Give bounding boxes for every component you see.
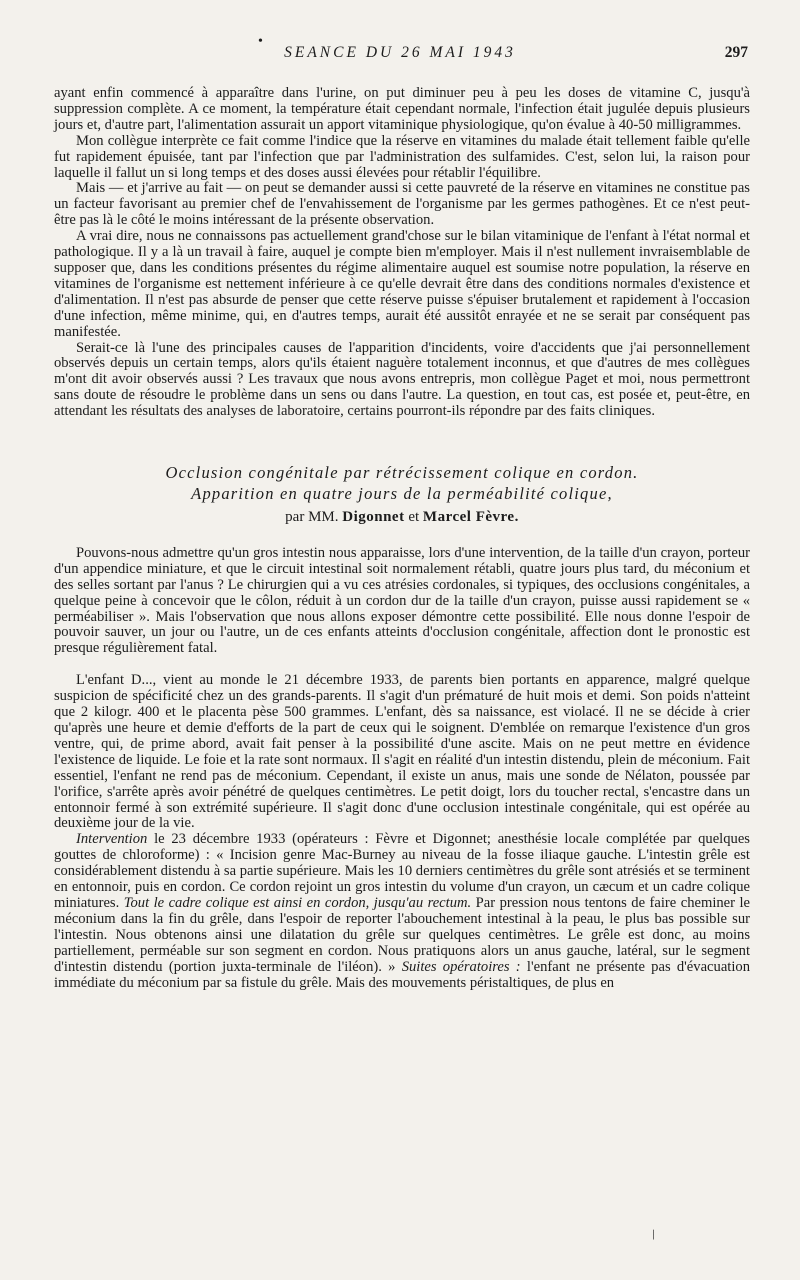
paragraph: Mon collègue interprète ce fait comme l'indice que la réserve en vitamines du malade était tellement faible qu'elle fut rapidement épuisée, tant par l'infection que par l'administration des sulfamides. C'est, selon lui, la raison pour laquelle il fallut un si long temps et des doses aussi élevées pour rétablir l'équilibre. xyxy=(54,132,750,181)
byline-prefix: par MM. xyxy=(285,509,339,526)
byline xyxy=(54,510,750,526)
page-number: 297 xyxy=(724,44,748,61)
page-body xyxy=(54,86,750,991)
paragraph: Mais — et j'arrive au fait — on peut se demander aussi si cette pauvreté de la réserve en vitamines ne constitue pas un facteur favorisant au premier chef de l'envahissement de l'organisme par les germes pathogènes. Et ce n'est peut-être pas là le côté le moins intéressant de la présente observation. xyxy=(54,180,750,229)
byline-and: et xyxy=(408,509,420,526)
author-2: Marcel Fèvre. xyxy=(422,509,519,526)
intervention-text-2: Par pression nous tentons de faire cheminer le méconium dans la fin du grêle, dans l'espoir de reporter l'abouchement intestinal à la peau, le plus bas possible sur l'intestin. Nous obtenons ainsi une dilatation du grêle sur quelques centimètres. Le grêle est donc, au moins partiellement, perméable sur son segment en cordon. Nous pratiquons alors un anus gauche, latéral, sur le segment d'intestin distendu (portion juxta-terminale de l'iléon). » xyxy=(54,894,750,975)
running-title: SEANCE DU 26 MAI 1943 xyxy=(284,44,516,61)
paragraph: ayant enfin commencé à apparaître dans l'urine, on put diminuer peu à peu les doses de vitamine C, jusqu'à suppression complète. A ce moment, la température était cependant normale, l'infection était jugulée depuis plusieurs jours et, d'autre part, l'alimentation assurait un apport vitaminique physiologique, qu'on évalue à 40-50 milligrammes. xyxy=(54,85,750,133)
intervention-label: Intervention xyxy=(76,831,148,848)
intervention-italic-1: Tout le cadre colique est ainsi en cordon, jusqu'au rectum. xyxy=(123,894,472,911)
intro-paragraph: Pouvons-nous admettre qu'un gros intestin nous apparaisse, lors d'une intervention, de la taille d'un crayon, porteur d'un appendice miniature, et que le circuit intestinal soit normalement rétabli, quatre jours plus tard, du méconium et des selles sortant par l'anus ? Le chirurgien qui a vu ces atrésies cordonales, si typiques, des occlusions congénitales, a quelque peine à concevoir que le côlon, réduit à un cordon dur de la taille d'un crayon, puisse aussi rapidement se « perméabiliser ». Mais l'observation que nous allons exposer démontre cette possibilité. Elle nous donne l'espoir de pouvoir sauver, un jour ou l'autre, un de ces enfants atteints d'occlusion congénitale, affection dont le pronostic est presque régulièrement fatal. xyxy=(54,544,750,657)
article-title-line-2: Apparition en quatre jours de la perméabilité colique, xyxy=(191,484,613,504)
intervention-text-1: le 23 décembre 1933 (opérateurs : Fèvre et Digonnet; anesthésie locale complétée par quelques gouttes de chloroforme) : « Incision genre Mac-Burney au niveau de la fosse iliaque gauche. L'intestin grêle est considérablement distendu à sa partie supérieure. Mais les 10 derniers centimètres du grêle sont atrésiés et se terminent en entonnoir, puis en cordon. Ce cordon rejoint un gros intestin du volume d'un crayon, un cæcum et un cadre colique miniatures. xyxy=(54,831,750,911)
pencil-mark: / xyxy=(649,1227,659,1244)
print-dot: • xyxy=(258,34,263,49)
paragraph: A vrai dire, nous ne connaissons pas actuellement grand'chose sur le bilan vitaminique de l'enfant à l'état normal et pathologique. Il y a là un travail à faire, auquel je compte bien m'employer. Mais il n'est nullement invraisemblable de supposer que, dans les conditions présentes du régime alimentaire auquel est soumise notre population, la réserve en vitamines de l'organisme est nettement inférieure à ce qu'elle devrait être dans des conditions normales d'existence et d'alimentation. Il n'est pas absurde de penser que cette réserve puisse s'épuiser brutalement et rapidement à l'occasion d'une infection, même minime, qui, en d'autres temps, aurait été aussitôt enrayée et ne se serait par conséquent pas manifestée. xyxy=(54,228,750,340)
intervention-text-3: l'enfant ne présente pas d'évacuation immédiate du méconium par sa fistule du grêle. Mais des mouvements péristaltiques, de plus en xyxy=(54,958,751,991)
paragraph: Serait-ce là l'une des principales causes de l'apparition d'incidents, voire d'accidents que j'ai personnellement observés depuis un certain temps, alors qu'ils étaient naguère totalement inconnus, et que d'autres de mes collègues m'ont dit avoir observés aussi ? Les travaux que nous avons entrepris, mon collègue Paget et moi, nous permettront sans doute de résoudre le problème dans un sens ou dans l'autre. La question, en tout cas, est posée et, peut-être, en attendant les résultats des analyses de laboratoire, certains pourront-ils répondre par des faits cliniques. xyxy=(54,339,750,420)
case-paragraph: L'enfant D..., vient au monde le 21 décembre 1933, de parents bien portants en apparence, malgré quelque suspicion de spécificité chez un des grands-parents. Il s'agit d'un prématuré de huit mois et demi. Son poids n'atteint que 2 kilogr. 400 et le placenta pèse 500 grammes. L'enfant, dès sa naissance, est violacé. Il ne se décide à crier qu'après une heure et demie d'efforts de la part de ceux qui le soignent. D'emblée on remarque l'existence d'un gros ventre, qui, de prime abord, avait fait penser à la possibilité d'une ascite. Mais on ne peut mettre en évidence l'existence de liquide. Le foie et la rate sont normaux. Il s'agit en réalité d'un intestin distendu, plein de méconium. Fait essentiel, l'enfant ne rend pas de méconium. Cependant, il existe un anus, mais une sonde de Nélaton, poussée par l'orifice, s'arrête après avoir pénétré de quelques centimètres. Le petit doigt, lors du toucher rectal, s'encastre dans un entonnoir fermé à son extrémité supérieure. Il s'agit donc d'une occlusion intestinale congénitale, qui est opérée au deuxième jour de la vie. xyxy=(54,672,750,832)
author-1: Digonnet xyxy=(342,509,405,526)
running-header xyxy=(0,44,800,68)
intervention-paragraph xyxy=(54,832,750,991)
article-title-line-1: Occlusion congénitale par rétrécissement colique en cordon. xyxy=(165,463,639,483)
intervention-italic-2: Suites opératoires : xyxy=(401,958,521,975)
